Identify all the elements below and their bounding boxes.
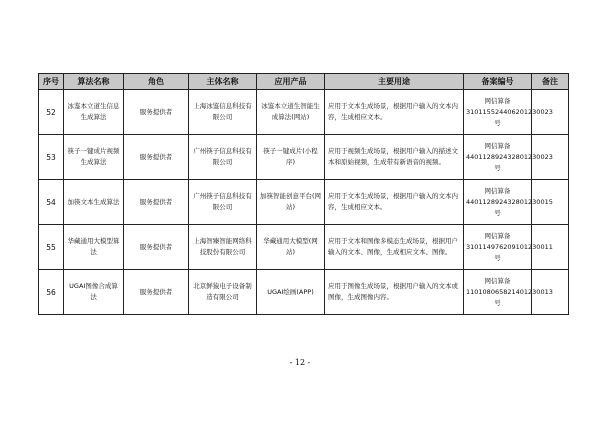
cell-no: 55 <box>39 225 64 270</box>
cell-no: 53 <box>39 135 64 180</box>
header-no: 序号 <box>39 74 64 90</box>
header-product: 应用产品 <box>257 74 325 90</box>
cell-usage: 应用于文本生成场景，根据用户输入的文本内容，生成相应文本。 <box>325 90 464 135</box>
cell-product: 加筷智能创意平台(网站) <box>257 180 325 225</box>
cell-role: 服务提供者 <box>124 270 189 315</box>
table-row <box>39 180 569 225</box>
cell-product: 华藏通用大模型(网站) <box>257 225 325 270</box>
cell-role: 服务提供者 <box>124 135 189 180</box>
cell-filing-number: 网信算备440112892432801230015号 <box>464 180 532 225</box>
table-row <box>39 90 569 135</box>
cell-no: 54 <box>39 180 64 225</box>
cell-product: 筷子一键成片(小程序) <box>257 135 325 180</box>
cell-entity: 广州筷子信息科技有限公司 <box>189 135 257 180</box>
cell-product: UGAI绘画(APP) <box>257 270 325 315</box>
cell-role: 服务提供者 <box>124 180 189 225</box>
algorithm-filing-table <box>38 73 569 315</box>
table-row <box>39 270 569 315</box>
cell-filing-number: 网信算备110108065821401230013号 <box>464 270 532 315</box>
cell-entity: 上海智臻智能网络科技股份有限公司 <box>189 225 257 270</box>
cell-algorithm: UGAI图像合成算法 <box>64 270 124 315</box>
header-role: 角色 <box>124 74 189 90</box>
cell-filing-number: 网信算备440112892432801230023号 <box>464 135 532 180</box>
table-row <box>39 225 569 270</box>
cell-role: 服务提供者 <box>124 225 189 270</box>
cell-filing-number: 网信算备310114976209101230011号 <box>464 225 532 270</box>
cell-entity: 广州筷子信息科技有限公司 <box>189 180 257 225</box>
cell-usage: 应用于图像生成场景，根据用户输入的文本或图像，生成图像内容。 <box>325 270 464 315</box>
cell-algorithm: 加筷文本生成算法 <box>64 180 124 225</box>
header-usage: 主要用途 <box>325 74 464 90</box>
cell-product: 冰鉴本立道生智能生成算法(网站) <box>257 90 325 135</box>
cell-entity: 北京鲜猿电子设备制造有限公司 <box>189 270 257 315</box>
cell-usage: 应用于文本和图像多模态生成场景，根据用户输入的文本、图像，生成相应文本、图像。 <box>325 225 464 270</box>
cell-algorithm: 华藏通用大模型算法 <box>64 225 124 270</box>
header-algorithm: 算法名称 <box>64 74 124 90</box>
header-row <box>39 74 569 90</box>
cell-no: 52 <box>39 90 64 135</box>
header-entity: 主体名称 <box>189 74 257 90</box>
header-remark: 备注 <box>532 74 569 90</box>
cell-algorithm: 筷子一键成片视频生成算法 <box>64 135 124 180</box>
page-number: - 12 - <box>289 358 311 367</box>
table-row <box>39 135 569 180</box>
cell-usage: 应用于文本生成场景，根据用户输入的文本内容，生成相应文本。 <box>325 180 464 225</box>
header-filing-number: 备案编号 <box>464 74 532 90</box>
cell-algorithm: 冰鉴本立道生信息生成算法 <box>64 90 124 135</box>
cell-no: 56 <box>39 270 64 315</box>
cell-usage: 应用于视频生成场景，根据用户输入的描述文本和原始视频，生成带有新语音的视频。 <box>325 135 464 180</box>
cell-filing-number: 网信算备310115524406201230023号 <box>464 90 532 135</box>
cell-role: 服务提供者 <box>124 90 189 135</box>
cell-entity: 上海冰鉴信息科技有限公司 <box>189 90 257 135</box>
